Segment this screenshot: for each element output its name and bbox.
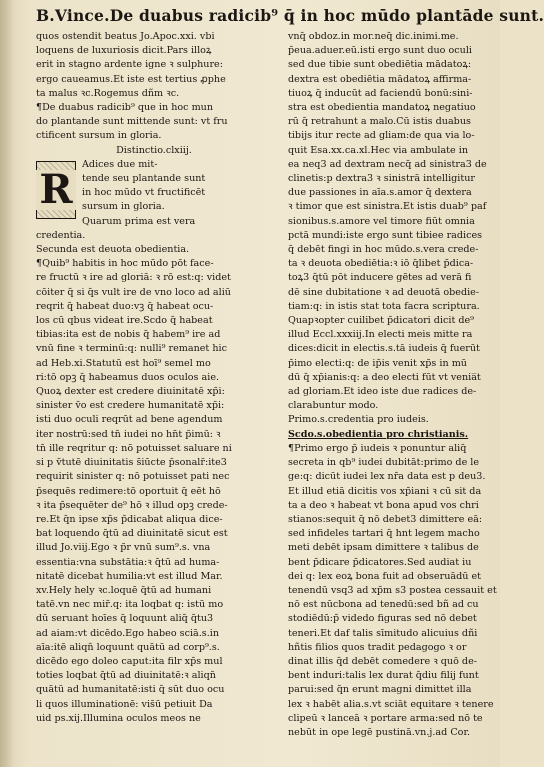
left-column-line: vnū fine ꝛ terminū:q: nulli⁹ remanet hic	[36, 343, 227, 355]
left-column-line: si p v̄tutē diuinitatis s̄iūcte p̄sonalr̄:ite3	[36, 457, 227, 469]
right-column-line: nebūt in ope legē pustinā.vn.j.ad Cor.	[288, 726, 471, 738]
right-column-line: dices:dicit in electis.s.tā iudeis q̄ fuerūt	[288, 343, 480, 355]
right-column-line: tenendū vsq3 ad xp̄m s3 postea cessauit et	[288, 584, 497, 596]
right-column-line: Primo.s.credentia pro iudeis.	[288, 414, 429, 426]
left-column-line: isti duo oculi reqrūt ad bene agendum	[36, 414, 223, 426]
left-column-line: ta malus ꝛc.Rogemus dñm ꝛc.	[36, 87, 180, 99]
right-column-line: stianos:sequit q̄ nō debet3 dimittere eā:	[288, 513, 483, 525]
right-column-line: dū q̄ xp̄ianis:q: a deo electi fūt vt venia̅t	[288, 371, 481, 383]
left-column-line: dicēdo ego doleo caput:ita filr xp̄s mul	[36, 655, 223, 667]
left-column-line: erit in stagno ardente igne ꝛ sulphure:	[36, 59, 223, 71]
right-column-line: secreta in qb⁹ iudei dubitāt:primo de le	[288, 457, 480, 469]
running-head: B.Vince.De duabus radicib⁹ q̄ in hoc mūdo plantāde sunt.	[36, 6, 544, 25]
left-column-line: nitatē dicebat humilia:vt est illud Mar.	[36, 570, 223, 582]
right-column-line: lex ꝛ habēt alia.s.vt sciāt equitare ꝛ tenere	[288, 698, 494, 710]
right-column-line: clarabuntur modo.	[288, 400, 379, 412]
left-column-line: quos ostendit beatus Jo.Apoc.xxi. vbi	[36, 31, 215, 42]
left-column-line: cōiter q̄ si q̄s vult ire de vno loco ad aliū	[36, 286, 231, 298]
right-column-line: tiuoꝝ q̄ inducūt ad faciendū bonū:sini-	[288, 87, 473, 99]
right-column-line: illud Eccl.xxxiij.In electi meis mitte ra	[288, 329, 473, 341]
left-column-line: toties loqbat q̄tū ad diuinitatē:ꝛ aliqn̄	[36, 670, 216, 682]
right-column-line: Et illud etiā dicitis vos xp̄iani ꝛ cū sit da	[288, 485, 482, 497]
left-column-line: ad Heb.xi.Statutū est hoī⁹ semel mo	[36, 357, 211, 369]
right-column-line: sed infideles tartari q̄ hnt legem macho	[288, 528, 480, 540]
left-column-line: ad aiam:vt dicēdo.Ego habeo sciā.s.in	[36, 627, 219, 639]
right-column-line: tibijs itur recte ad gliam:de qua via lo-	[288, 130, 475, 142]
left-column-line: re fructū ꝛ ire ad gloriā: ꝛ rō est:q: videt	[36, 272, 231, 284]
left-column-line: los cū qbus videat ire.Scdo q̄ habeat	[36, 315, 213, 327]
right-column-line: clipeū ꝛ lanceā ꝛ portare arma:sed nō te	[288, 712, 483, 724]
left-column-line: in hoc mūdo vt fructificēt	[82, 187, 206, 199]
left-column	[36, 30, 272, 759]
right-column-line: rū q̄ retrahunt a malo.Cū istis duabus	[288, 116, 471, 128]
left-column-line: sursum in gloria.	[82, 201, 165, 213]
right-column-line: due passiones in aīa.s.amor q̄ dextera	[288, 187, 472, 199]
right-column-line: bent induri:talis lex durat q̄diu filij funt	[288, 670, 479, 682]
right-column-line: dei q: lex eoꝝ bona fuit ad obseruādū et	[288, 570, 481, 582]
left-column-line: bat loquendo q̄tū ad diuinitatē sicut est	[36, 528, 228, 540]
right-column-line: ta a deo ꝛ habeat vt bona apud vos chri	[288, 499, 479, 511]
right-column-line: q̄ debēt fingi in hoc mūdo.s.vera crede-	[288, 244, 479, 256]
right-column-line: stra est obedientia mandatoꝝ negatiuo	[288, 102, 476, 114]
left-column-line: illud Jo.viij.Ego ꝛ p̄r vnū sum⁹.s. vna	[36, 542, 211, 554]
decorated-initial-letter: R	[36, 170, 75, 210]
right-column-line: nō est nūcbona ad tenedū:sed bñ ad cu	[288, 599, 479, 611]
left-column-line: Quarum prima est vera	[82, 215, 196, 227]
left-column-line: p̄sequēs redimere:tō oportuit q̄ eēt hō	[36, 485, 221, 497]
right-column-line: clinetis:p dextra3 ꝛ sinistrā intelligitur	[288, 173, 475, 185]
left-column-line: Secunda est deuota obedientia.	[36, 244, 190, 256]
left-column-line: xv.Hely hely ꝛc.loquē q̄tū ad humani	[36, 584, 212, 596]
right-column-line: Scdo.s.obedientia pro christianis.	[288, 428, 469, 440]
right-column-line: dextra est obediētia mādatoꝝ affirma-	[288, 73, 472, 85]
right-column-line: quit Esa.xx.ca.xl.Hec via ambulate in	[288, 144, 469, 156]
left-column-line: dū seruant hoīes q̄ loquunt aliq̄ q̄tu3	[36, 613, 214, 625]
left-column-line: tn̄ ille reqritur q: nō potuisset saluare ni	[36, 442, 232, 454]
right-column-line: tiam:q: in istis stat tota facra scriptura.	[288, 300, 480, 312]
left-column-line: tatē.vn nec mir̄.q: ita loqbat q: istū mo	[36, 599, 224, 611]
left-column-line: tende seu plantande sunt	[82, 173, 206, 185]
right-column-line: sed due tibie sunt obediētia mādatoꝝ:	[288, 59, 472, 71]
left-column-line: essentia:vna substātia:ꝛ q̄tū ad huma-	[36, 556, 220, 568]
right-column-line: p̄imo electi:q: de ip̄is venit xp̄s in mū	[288, 357, 467, 369]
left-column-line: sinister v̄o est credere humanitatē xp̄i:	[36, 400, 225, 412]
left-column-line: do plantande sunt mittende sunt: vt fru	[36, 116, 228, 128]
right-column-line: p̄eua.aduer.eū.isti ergo sunt duo oculi	[288, 45, 472, 57]
right-column-line: ꝛ timor que est sinistra.Et istis duab⁹ paf	[288, 201, 487, 213]
left-column-line: requirit sinister q: nō potuisset pati nec	[36, 471, 230, 483]
left-column-line: ctificent sursum in gloria.	[36, 130, 162, 142]
left-column-line: li quos illuminationē: vis̄ū petiuit Da	[36, 698, 213, 710]
right-column-line: ta ꝛ deuota obediētia:ꝛ iō q̄libet p̄dica-	[288, 258, 474, 270]
left-column-line: ꝛ ita p̄sequēter de⁹ hō ꝛ illud opꝫ crede-	[36, 499, 228, 511]
right-column-line: pctā mundi:iste ergo sunt tibiee radices	[288, 229, 483, 241]
right-column-line: vnq̄ obdoz.in mor.neq̄ dic.inimi.me.	[288, 31, 459, 42]
right-column-line: teneri.Et daf talis sīmitudo alicuius dñi	[288, 627, 478, 639]
left-column-line: ¶De duabus radicib⁹ que in hoc mun	[36, 102, 214, 114]
decorated-initial	[36, 161, 76, 219]
right-column-line: dē sine dubitatione ꝛ ad deuotā obedie-	[288, 286, 480, 298]
left-column-line: loquens de luxuriosis dicit.Pars illoꝝ	[36, 45, 212, 57]
right-column-line: stodiēdū:p̄ videdo figuras sed nō debet	[288, 613, 477, 625]
left-column-line: ri:tō opꝫ q̄ habeamus duos oculos aie.	[36, 371, 220, 383]
right-column-line: meti debēt ipsam dimittere ꝛ talibus de	[288, 542, 479, 554]
right-column-line: parui:sed q̄n erunt magni dimittet illa	[288, 684, 472, 696]
right-column-line: bent p̄dicare p̄dicatores.Sed audiat iu	[288, 556, 472, 568]
left-column-line: reqrit q̄ habeat duo:vꝫ q̄ habeat ocu-	[36, 300, 214, 312]
left-column-line: quātū ad humanitatē:isti q̄ sūt duo ocu	[36, 684, 225, 696]
right-column-line: ge:q: dicūt iudei lex nr̄a data est p deu3.	[288, 471, 486, 483]
right-column-line: ¶Primo ergo p̄ iudeis ꝛ ponuntur aliq̄	[288, 442, 467, 454]
left-column-line: Distinctio.clxiij.	[116, 144, 192, 156]
left-column-line: iter nostrū:sed tn̄ iudei no hn̄t p̄imū: ꝛ	[36, 428, 221, 440]
left-column-line: uid ps.xij.Illumina oculos meos ne	[36, 712, 201, 724]
right-column-line: toꝝ3 q̄tū pōt inducere gētes ad verā fi	[288, 272, 472, 284]
left-column-line: tibias:ita est de nobis q̄ habem⁹ ire ad	[36, 329, 221, 341]
right-column-line: dinat illis q̄d debēt comedere ꝛ quō de-	[288, 655, 477, 667]
left-column-line: ¶Quib⁹ habitis in hoc mūdo pōt face-	[36, 258, 214, 270]
left-column-line: credentia.	[36, 229, 86, 241]
left-column-line: ergo caueamus.Et iste est tertius ꝓphe	[36, 73, 226, 85]
right-column-line: Quapꝛopter cuilibet p̄dicatori dicit de⁹	[288, 315, 475, 327]
left-column-line: re.Et q̄n ipse xp̄s p̄dicabat aliqua dice-	[36, 513, 223, 525]
left-column-line: Adices due mit-	[82, 158, 158, 170]
left-column-line: aīa:itē aliqn̄ loquunt quātū ad corp⁹.s.	[36, 641, 220, 653]
right-column-line: ad gloriam.Et ideo iste due radices de-	[288, 386, 477, 398]
right-column-line: hñtis filios quos tradit pedagogo ꝛ or	[288, 641, 467, 653]
right-column-line: sionibus.s.amore vel timore fiūt omnia	[288, 215, 475, 227]
right-column-line: ea neq3 ad dextram necq̄ ad sinistra3 de	[288, 158, 487, 170]
left-column-line: Quoꝝ dexter est credere diuinitatē xp̄i:	[36, 386, 225, 398]
page-gutter-shadow	[0, 0, 14, 767]
right-column	[288, 30, 496, 759]
